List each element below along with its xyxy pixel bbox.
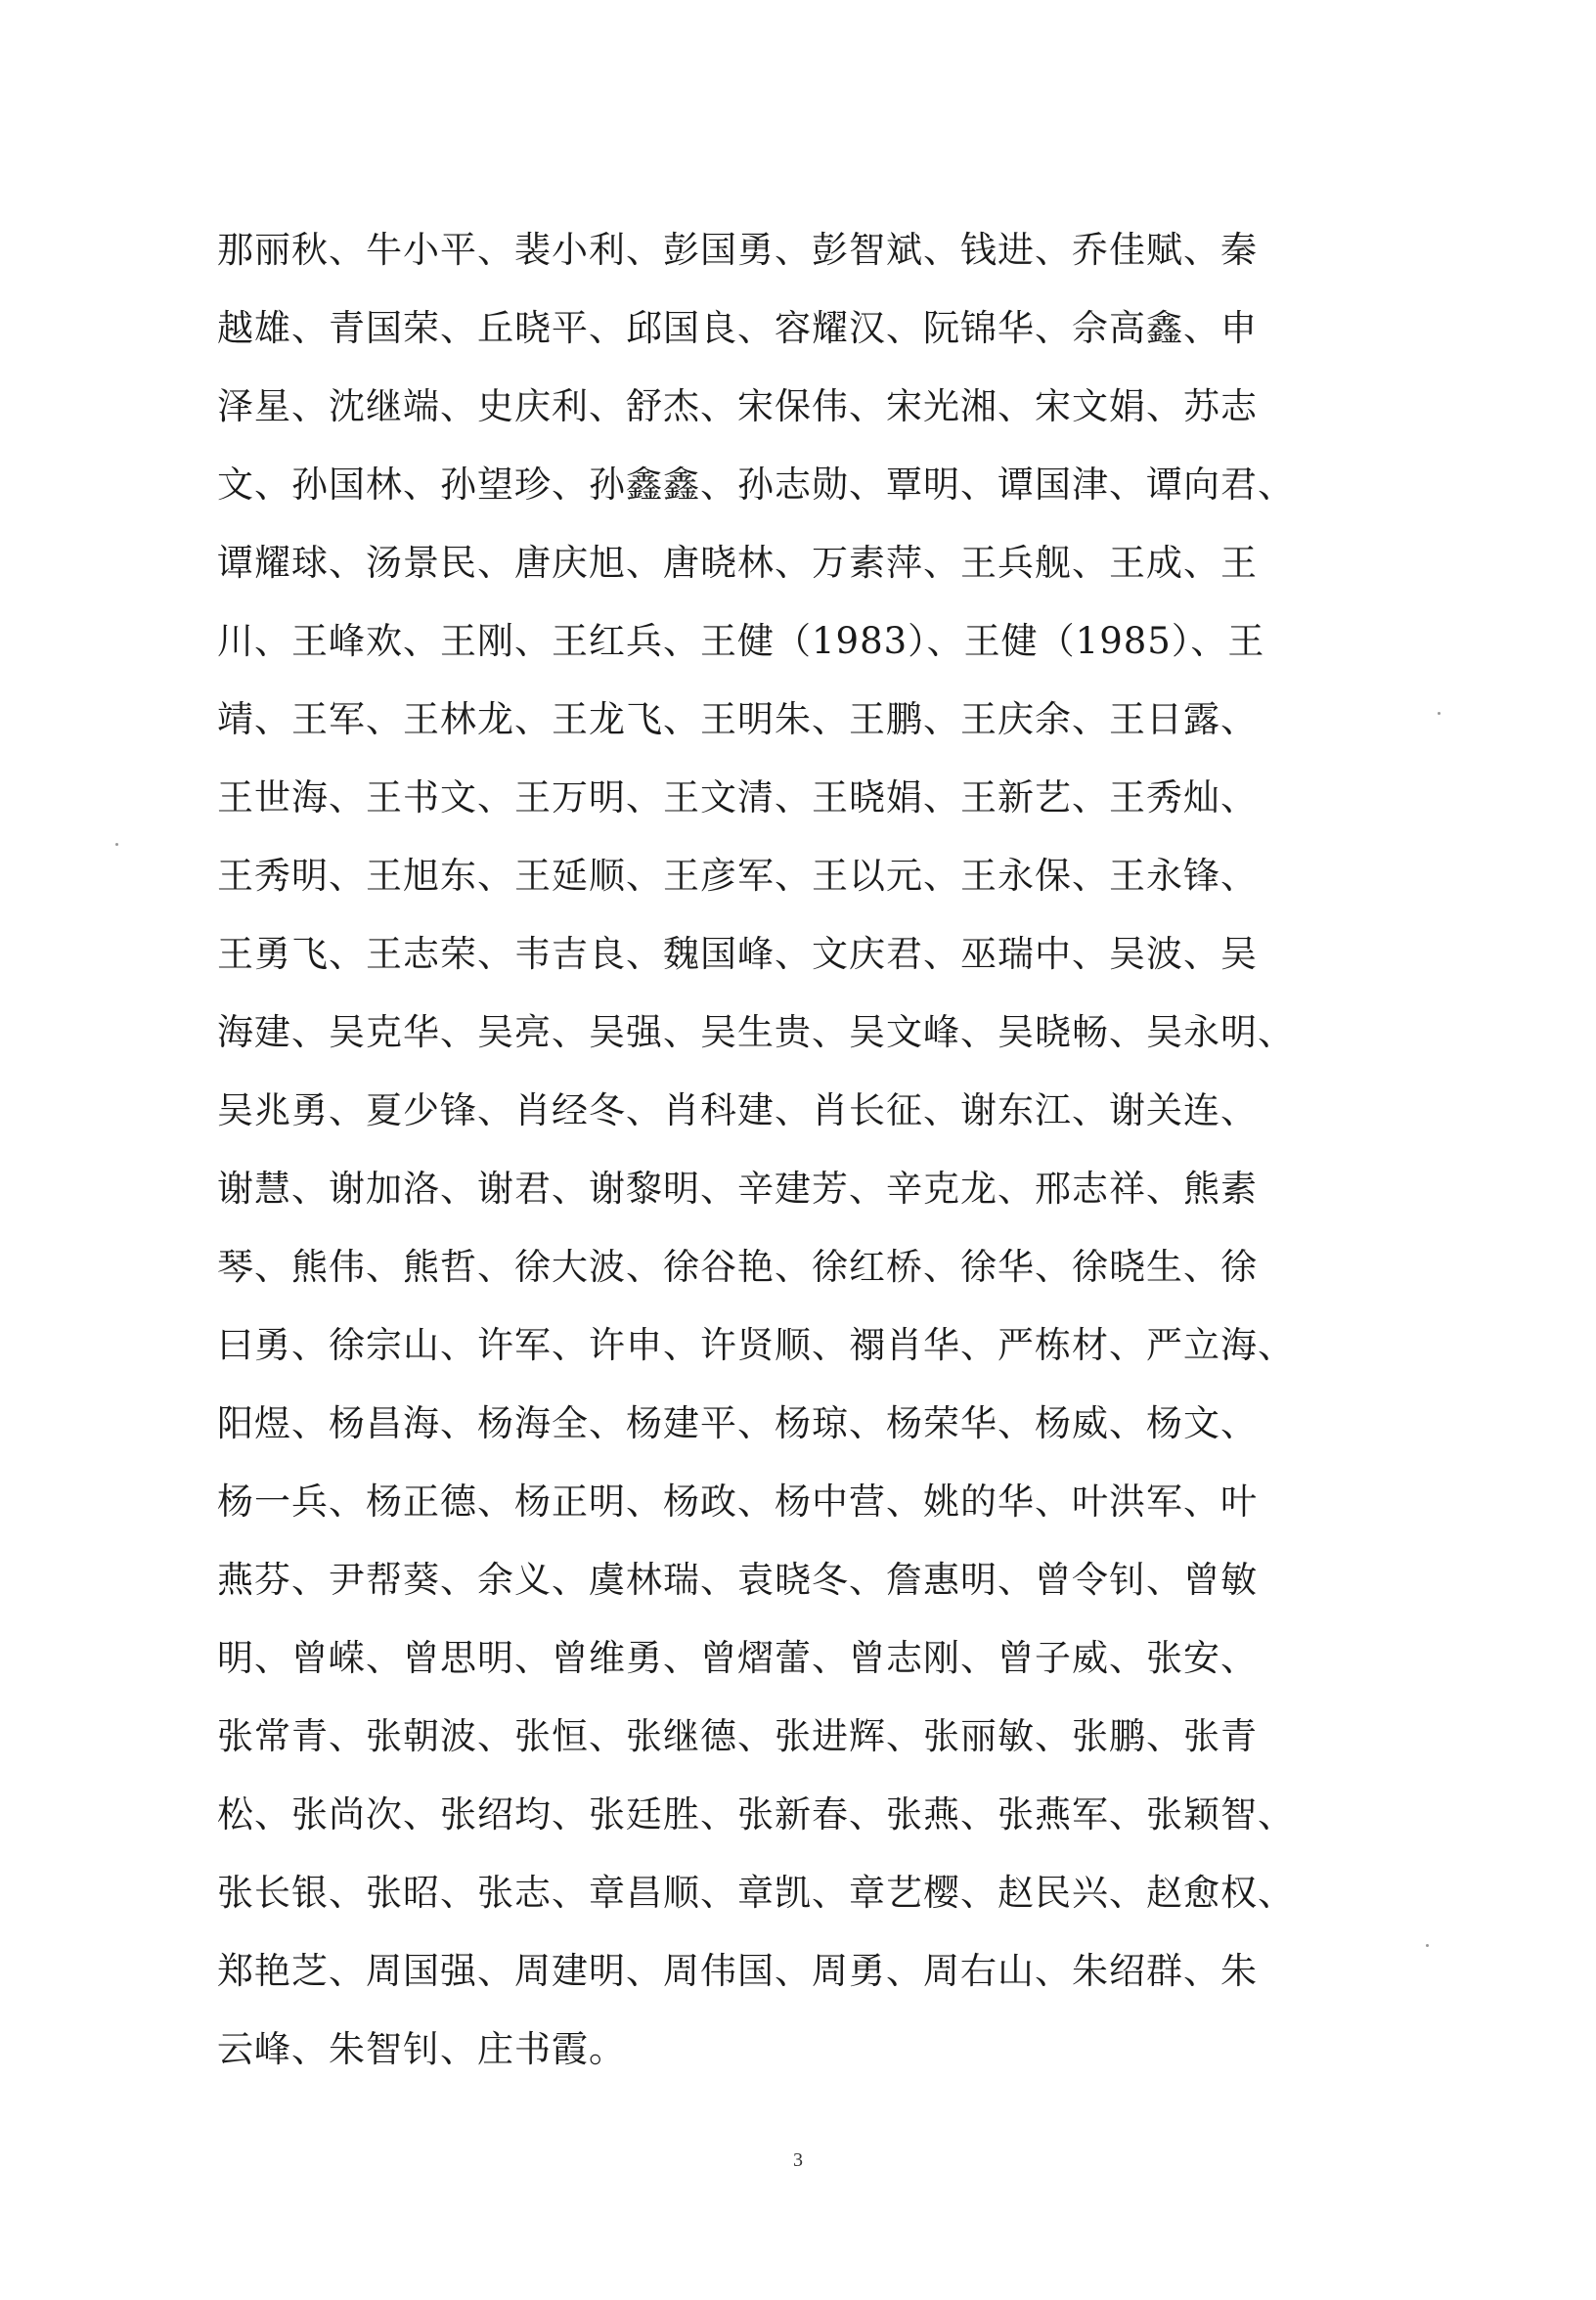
text-line: 张长银、张昭、张志、章昌顺、章凯、章艺樱、赵民兴、赵愈权、 <box>217 1872 1295 1914</box>
text-line: 靖、王军、王林龙、王龙飞、王明朱、王鹏、王庆余、王日露、 <box>217 698 1258 740</box>
name-list-text <box>217 211 1371 2089</box>
text-line: 阳煜、杨昌海、杨海全、杨建平、杨琼、杨荣华、杨威、杨文、 <box>217 1402 1258 1444</box>
text-line: 川、王峰欢、王刚、王红兵、王健（1983）、王健（1985）、王 <box>217 620 1265 662</box>
text-line: 文、孙国林、孙望珍、孙鑫鑫、孙志勋、覃明、谭国津、谭向君、 <box>217 464 1295 506</box>
text-line: 王勇飞、王志荣、韦吉良、魏国峰、文庆君、巫瑞中、吴波、吴 <box>217 933 1258 975</box>
text-line: 云峰、朱智钊、庄书霞。 <box>217 2028 626 2070</box>
scan-speck <box>1426 1944 1429 1947</box>
text-line: 曰勇、徐宗山、许军、许申、许贤顺、禤肖华、严栋材、严立海、 <box>217 1324 1295 1366</box>
text-line: 燕芬、尹帮葵、余义、虞林瑞、袁晓冬、詹惠明、曾令钊、曾敏 <box>217 1559 1258 1601</box>
text-line: 琴、熊伟、熊哲、徐大波、徐谷艳、徐红桥、徐华、徐晓生、徐 <box>217 1246 1258 1288</box>
text-line: 明、曾嵘、曾思明、曾维勇、曾熠蕾、曾志刚、曾子威、张安、 <box>217 1637 1258 1679</box>
text-line: 郑艳芝、周国强、周建明、周伟国、周勇、周右山、朱绍群、朱 <box>217 1950 1258 1992</box>
text-line: 松、张尚次、张绍均、张廷胜、张新春、张燕、张燕军、张颖智、 <box>217 1793 1295 1836</box>
scan-speck <box>1438 712 1441 715</box>
text-line: 王秀明、王旭东、王延顺、王彦军、王以元、王永保、王永锋、 <box>217 855 1258 897</box>
page-number: 3 <box>793 2149 803 2171</box>
text-line: 那丽秋、牛小平、裴小利、彭国勇、彭智斌、钱进、乔佳赋、秦 <box>217 229 1258 271</box>
text-line: 吴兆勇、夏少锋、肖经冬、肖科建、肖长征、谢东江、谢关连、 <box>217 1089 1258 1131</box>
text-line: 张常青、张朝波、张恒、张继德、张进辉、张丽敏、张鹏、张青 <box>217 1715 1258 1757</box>
text-line: 海建、吴克华、吴亮、吴强、吴生贵、吴文峰、吴晓畅、吴永明、 <box>217 1011 1295 1053</box>
scan-speck <box>115 843 118 846</box>
text-line: 谭耀球、汤景民、唐庆旭、唐晓林、万素萍、王兵舰、王成、王 <box>217 542 1258 584</box>
text-line: 谢慧、谢加洛、谢君、谢黎明、辛建芳、辛克龙、邢志祥、熊素 <box>217 1168 1258 1210</box>
text-line: 杨一兵、杨正德、杨正明、杨政、杨中营、姚的华、叶洪军、叶 <box>217 1481 1258 1523</box>
text-line: 王世海、王书文、王万明、王文清、王晓娟、王新艺、王秀灿、 <box>217 776 1258 818</box>
text-line: 泽星、沈继端、史庆利、舒杰、宋保伟、宋光湘、宋文娟、苏志 <box>217 385 1258 427</box>
text-line: 越雄、青国荣、丘晓平、邱国良、容耀汉、阮锦华、佘高鑫、申 <box>217 307 1258 349</box>
